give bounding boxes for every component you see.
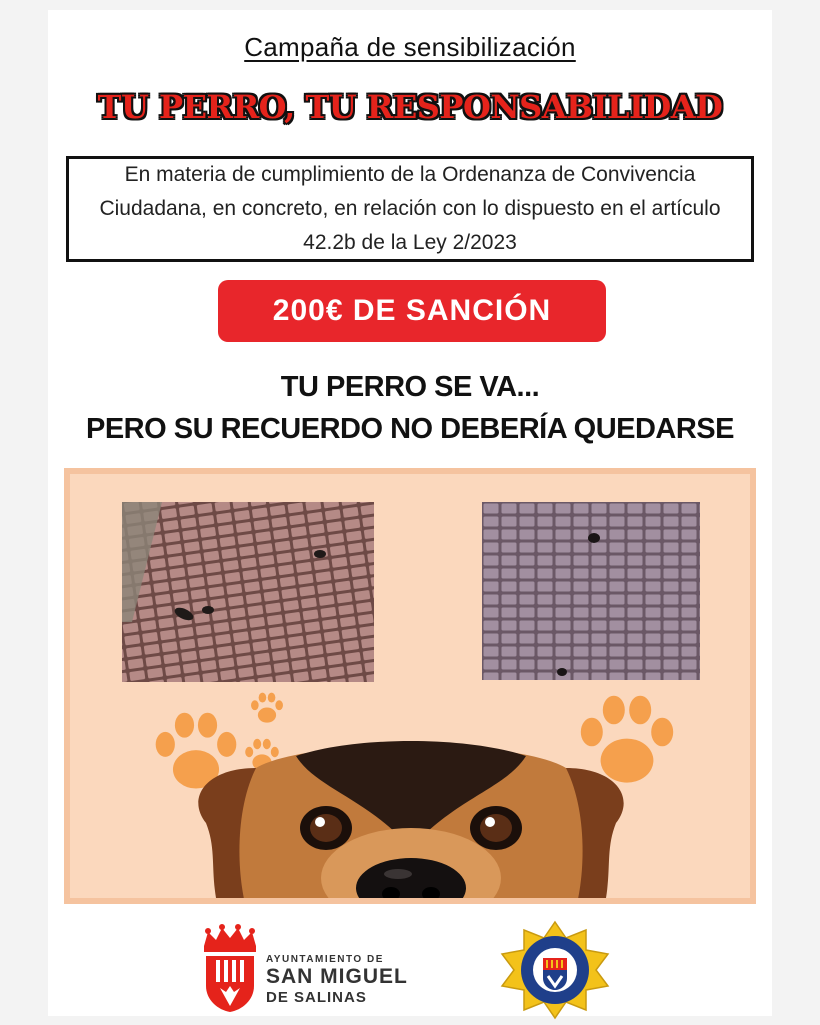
- slogan: [48, 366, 772, 450]
- sidewalk-photo-right: [482, 502, 700, 680]
- police-badge: [496, 920, 614, 1025]
- paw-icon: [248, 690, 286, 733]
- slogan-line-2: PERO SU RECUERDO NO DEBERÍA QUEDARSE: [85, 413, 734, 445]
- campaign-headline: TU PERRO, TU RESPONSABILIDAD: [97, 88, 723, 126]
- campaign-poster: [48, 10, 772, 1016]
- ayuntamiento-text: [266, 954, 436, 1006]
- slogan-line-1: TU PERRO SE VA...: [280, 371, 540, 403]
- legal-info-box: [66, 156, 754, 262]
- logos-footer: [48, 914, 772, 1014]
- campaign-subtitle: Campaña de sensibilización: [244, 32, 576, 62]
- ayuntamiento-big: SAN MIGUEL: [266, 965, 408, 988]
- ayuntamiento-small: AYUNTAMIENTO DE: [266, 954, 384, 965]
- illustration-panel: [64, 468, 756, 904]
- legal-info-text: En materia de cumplimiento de la Ordenanza de Convivencia Ciudadana, en concreto, en relación con lo dispuesto en el artículo 42.2b de la Ley 2/2023: [99, 163, 721, 254]
- dog-illustration: [186, 728, 636, 904]
- ayuntamiento-mid: DE SALINAS: [266, 989, 367, 1006]
- sidewalk-photo-left: [122, 502, 374, 682]
- police-badge-icon: [496, 920, 614, 1020]
- town-shield-icon: [198, 924, 262, 1014]
- ayuntamiento-logo: [198, 924, 428, 1014]
- fine-badge: 200€ DE SANCIÓN: [218, 280, 606, 342]
